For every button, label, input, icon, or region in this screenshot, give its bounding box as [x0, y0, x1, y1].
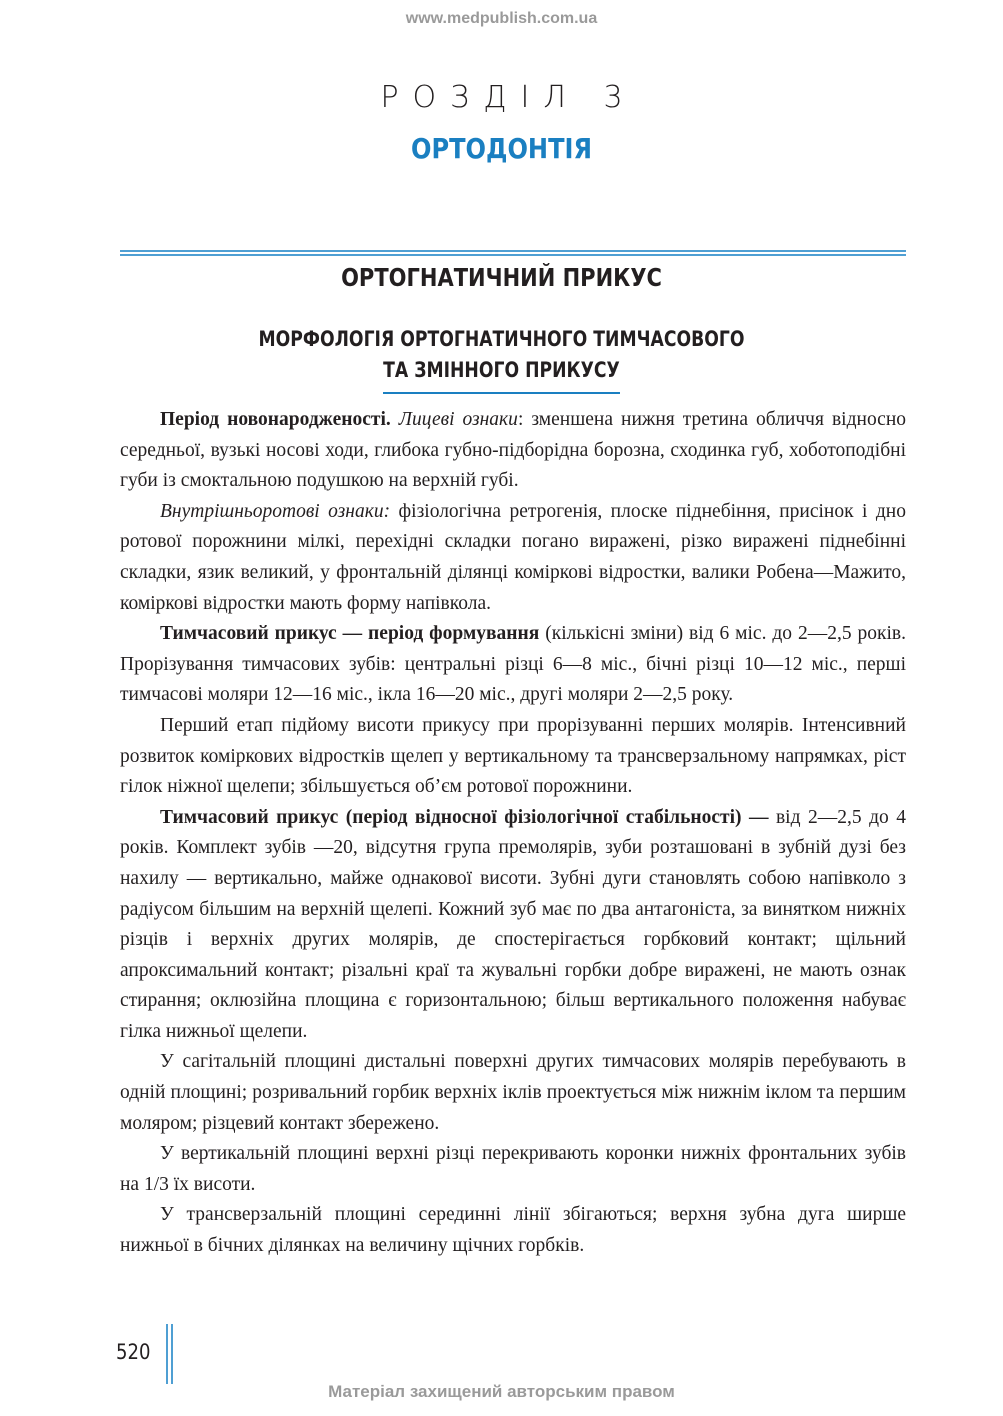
paragraph-intraoral [120, 497, 906, 619]
paragraph-text: (кількісні зміни) від 6 міс. до 2—2,5 років. Прорізування тимчасових зубів: центральні різці 6—8 міс., бічні різці 10—12 міс., перші тимчасові моляри 12—16 міс., ікла 16—20 міс., другі моляри 2—2,5 року. [120, 623, 906, 706]
paragraph-text: від 2—2,5 до 4 років. Комплект зубів —20, відсутня група премолярів, зуби розташовані в зубній дузі без нахилу — вертикально, майже однакової висоти. Зубні дуги становлять собою напівколо з радіусом більшим на верхній щелепі. Кожний зуб має по два антагоніста, за винятком нижніх різців і верхніх других молярів, де спостерігається горбковий контакт; щільний апроксимальний контакт; різальні краї та жувальні горбки добре виражені, не мають ознак стирання; оклюзійна площина є горизонтальною; більш вертикального положення набуває гілка нижньої щелепи. [120, 806, 906, 1042]
subsection-heading [90, 324, 912, 394]
chapter-title: ОРТОДОНТІЯ [410, 132, 593, 165]
body-text [120, 405, 906, 1262]
paragraph-formation [120, 619, 906, 711]
paragraph-vertical [120, 1139, 906, 1200]
paragraph-bold-lead: Тимчасовий прикус — період формування [160, 623, 540, 645]
subsection-heading-line1: МОРФОЛОГІЯ ОРТОГНАТИЧНОГО ТИМЧАСОВОГО [258, 327, 745, 351]
page-number: 520 [116, 1340, 151, 1364]
paragraph-text: У вертикальній площині верхні різці перекривають коронки нижніх фронтальних зубів на 1/3 їх висоти. [120, 1143, 906, 1195]
paragraph-transversal [120, 1200, 906, 1261]
paragraph-italic-lead: Лицеві ознаки [398, 409, 518, 430]
paragraph-stability [120, 803, 906, 1048]
paragraph-sagittal [120, 1047, 906, 1139]
paragraph-first-stage [120, 711, 906, 803]
page-number-bars [166, 1324, 176, 1384]
website-watermark: www.medpublish.com.ua [405, 10, 598, 27]
chapter-label: РОЗДІЛ 3 [380, 80, 637, 115]
paragraph-bold-lead: Період новонародженості. [160, 409, 391, 430]
section-divider [120, 250, 906, 256]
paragraph-italic-lead: Внутрішньоротові ознаки: [160, 500, 391, 522]
paragraph-newborn [120, 405, 906, 497]
copyright-watermark: Матеріал захищений авторським правом [328, 1382, 675, 1401]
paragraph-text: Перший етап підйому висоти прикусу при прорізуванні перших молярів. Інтенсивний розвиток коміркових відростків щелеп у вертикальному та трансверзальному напрямках, ріст гілок ніжної щелепи; збільшується об’єм ротової порожнини. [120, 714, 906, 798]
section-heading: ОРТОГНАТИЧНИЙ ПРИКУС [341, 263, 662, 292]
subsection-heading-line2: ТА ЗМІННОГО ПРИКУСУ [383, 355, 620, 394]
paragraph-text: : зменшена нижня третина обличчя відносно середньої, вузькі носові ходи, глибока губно-підборідна борозна, сходинка губ, хоботоподібні губи із смоктальною подушкою на верхній губі. [120, 409, 907, 492]
paragraph-text: фізіологічна ретрогенія, плоске піднебіння, присінок і дно ротової порожнини мілкі, перехідні складки погано виражені, різко виражені піднебінні складки, язик великий, у фронтальній ділянці коміркові відростки, валики Робена—Мажито, коміркові відростки мають форму напівкола. [120, 500, 906, 614]
paragraph-bold-lead: Тимчасовий прикус (період відносної фізіологічної стабільності) — [160, 806, 769, 828]
paragraph-text: У сагітальній площині дистальні поверхні других тимчасових молярів перебувають в одній площині; розривальний горбик верхніх іклів проектується між нижнім іклом та першим моляром; різцевий контакт збережено. [120, 1051, 906, 1134]
paragraph-text: У трансверзальній площині серединні лінії збігаються; верхня зубна дуга ширше нижньої в бічних ділянках на величину щічних горбків. [120, 1204, 906, 1257]
